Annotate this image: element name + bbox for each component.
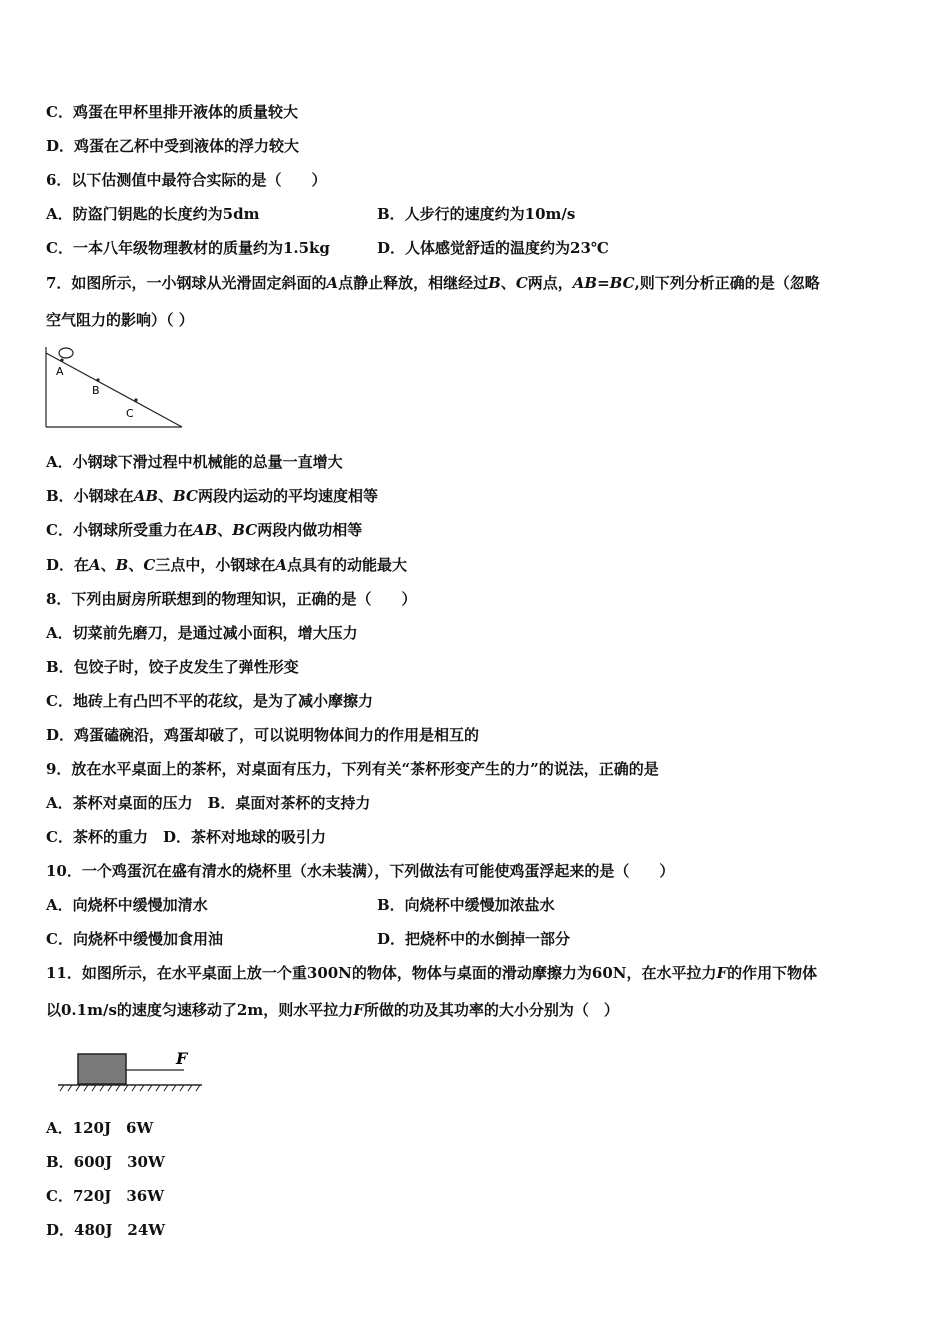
q11-option-c: C．720J 36W <box>46 1187 165 1205</box>
q5-option-c: C．鸡蛋在甲杯里排开液体的质量较大 <box>46 103 298 121</box>
steel-ball <box>59 348 73 358</box>
point-b-label: B <box>92 384 100 397</box>
q6-option-b: B．人步行的速度约为10m/s <box>377 205 576 223</box>
q10-option-c: C．向烧杯中缓慢加食用油 <box>46 930 223 948</box>
q5-option-d: D．鸡蛋在乙杯中受到液体的浮力较大 <box>46 137 300 155</box>
q10-option-d: D．把烧杯中的水倒掉一部分 <box>377 930 571 948</box>
force-f-label: F <box>176 1049 188 1068</box>
q8-option-a: A．切菜前先磨刀，是通过减小面积，增大压力 <box>46 624 358 642</box>
q7-option-a: A．小钢球下滑过程中机械能的总量一直增大 <box>46 453 343 471</box>
q11-stem-line1: 11．如图所示，在水平桌面上放一个重300N的物体，物体与桌面的滑动摩擦力为60N，在水平拉力F的作用下物体 <box>46 964 818 982</box>
q9-options-ab: A．茶杯对桌面的压力 B．桌面对茶杯的支持力 <box>46 794 371 812</box>
q8-option-d: D．鸡蛋磕碗沿，鸡蛋却破了，可以说明物体间力的作用是相互的 <box>46 726 480 744</box>
q7-option-b: B．小钢球在AB、BC两段内运动的平均速度相等 <box>46 487 378 505</box>
q10-stem: 10．一个鸡蛋沉在盛有清水的烧杯里（水未装满），下列做法有可能使鸡蛋浮起来的是（ ） <box>46 862 675 880</box>
q9-stem: 9．放在水平桌面上的茶杯，对桌面有压力，下列有关“茶杯形变产生的力”的说法，正确的是 <box>46 760 659 778</box>
q10-option-a: A．向烧杯中缓慢加清水 <box>46 896 208 914</box>
q6-option-c: C．一本八年级物理教材的质量约为1.5kg <box>46 239 330 257</box>
q7-option-d: D．在A、B、C三点中，小钢球在A点具有的动能最大 <box>46 556 407 574</box>
q7-stem-line2: 空气阻力的影响）（ ） <box>46 311 194 329</box>
q11-stem-line2: 以0.1m/s的速度匀速移动了2m，则水平拉力F所做的功及其功率的大小分别为（ ） <box>46 1001 619 1019</box>
q6-option-a: A．防盗门钥匙的长度约为5dm <box>46 205 260 223</box>
q11-option-d: D．480J 24W <box>46 1221 166 1239</box>
q6-stem: 6．以下估测值中最符合实际的是（ ） <box>46 171 327 189</box>
q8-option-b: B．包饺子时，饺子皮发生了弹性形变 <box>46 658 299 676</box>
incline-figure <box>44 345 184 431</box>
q7-stem-line1: 7．如图所示，一小钢球从光滑固定斜面的A点静止释放，相继经过B、C两点，AB=BC,则下列分析正确的是（忽略 <box>46 274 820 292</box>
q8-stem: 8．下列由厨房所联想到的物理知识，正确的是（ ） <box>46 590 417 608</box>
q6-option-d: D．人体感觉舒适的温度约为23℃ <box>377 239 609 257</box>
q10-option-b: B．向烧杯中缓慢加浓盐水 <box>377 896 555 914</box>
q9-options-cd: C．茶杯的重力 D．茶杯对地球的吸引力 <box>46 828 326 846</box>
block-force-figure <box>56 1048 206 1094</box>
block <box>78 1054 126 1084</box>
q11-option-a: A．120J 6W <box>46 1119 154 1137</box>
q8-option-c: C．地砖上有凸凹不平的花纹，是为了减小摩擦力 <box>46 692 373 710</box>
point-c-label: C <box>126 407 134 420</box>
q11-option-b: B．600J 30W <box>46 1153 165 1171</box>
point-a-label: A <box>56 365 64 378</box>
q7-option-c: C．小钢球所受重力在AB、BC两段内做功相等 <box>46 521 363 539</box>
